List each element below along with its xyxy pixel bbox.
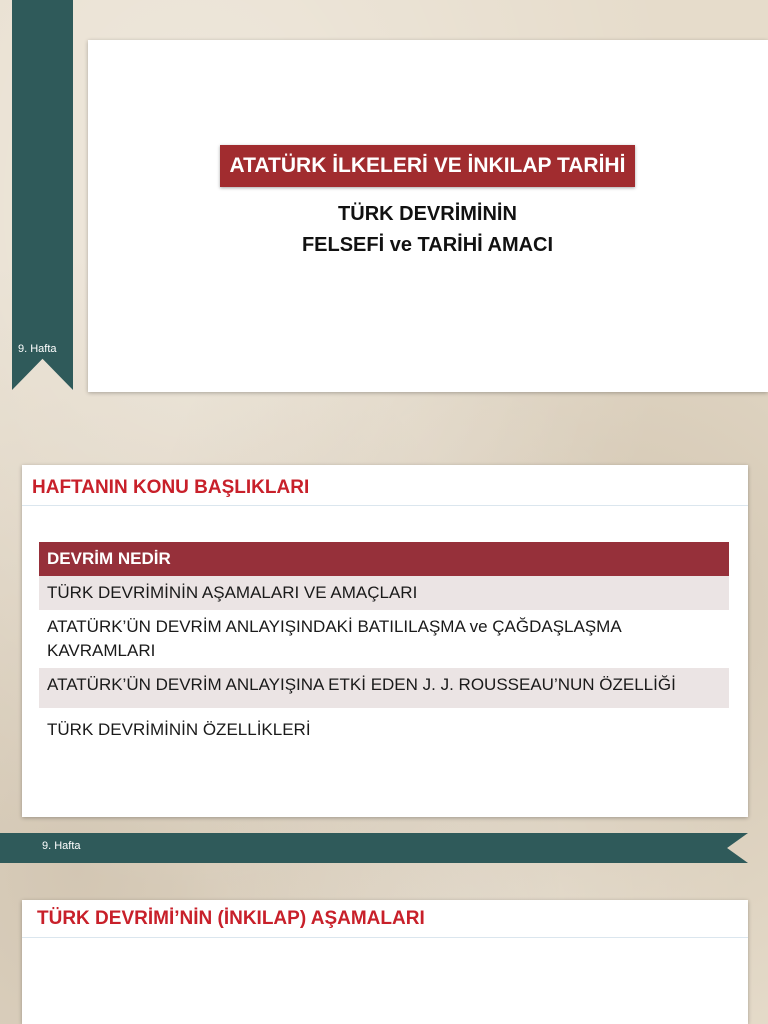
topic-list [39, 542, 729, 744]
topic-item: DEVRİM NEDİR [39, 542, 729, 576]
stages-heading-divider [22, 937, 748, 938]
heading-divider [22, 505, 748, 506]
topic-item: TÜRK DEVRİMİNİN AŞAMALARI VE AMAÇLARI [39, 576, 729, 610]
topic-item: ATATÜRK’ÜN DEVRİM ANLAYIŞINDAKİ BATILILAŞMA ve ÇAĞDAŞLAŞMA KAVRAMLARI [47, 617, 621, 660]
topics-slide [22, 465, 748, 817]
topic-item: ATATÜRK’ÜN DEVRİM ANLAYIŞINA ETKİ EDEN J. J. ROUSSEAU’NUN ÖZELLİĞİ [39, 668, 729, 708]
week-band [0, 833, 748, 863]
week-ribbon [12, 0, 73, 390]
lecture-title-line-1: TÜRK DEVRİMİNİN [338, 203, 517, 225]
course-title-banner: ATATÜRK İLKELERİ VE İNKILAP TARİHİ [220, 145, 635, 187]
week-label: 9. Hafta [18, 343, 57, 355]
stages-slide [22, 900, 748, 1024]
band-week-label: 9. Hafta [42, 840, 81, 852]
stages-heading: TÜRK DEVRİMİ’NİN (İNKILAP) AŞAMALARI [37, 908, 425, 929]
topic-item: TÜRK DEVRİMİNİN ÖZELLİKLERİ [47, 720, 311, 739]
topics-heading: HAFTANIN KONU BAŞLIKLARI [32, 477, 310, 498]
lecture-title-line-2: FELSEFİ ve TARİHİ AMACI [301, 234, 554, 256]
